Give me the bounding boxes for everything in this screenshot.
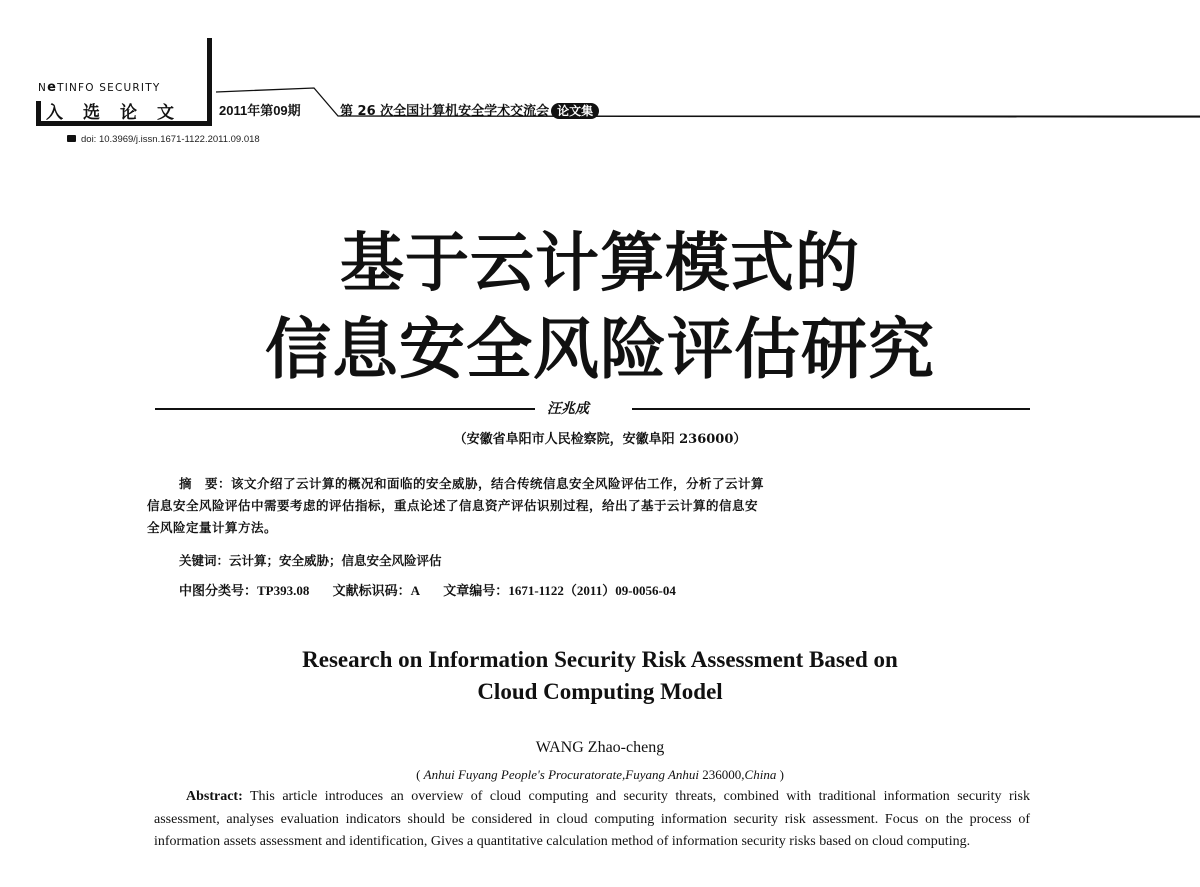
doi: doi: 10.3969/j.issn.1671-1122.2011.09.018 (67, 134, 260, 145)
square-bullet-icon (67, 135, 76, 142)
section-label: 入选论文 (46, 103, 194, 123)
header-vertical-bar (207, 38, 212, 126)
rule-left (155, 408, 535, 410)
author-cn: 汪兆成 (547, 401, 589, 417)
abstract-cn-label: 摘 要： (179, 476, 232, 491)
doc-code: A (410, 583, 421, 598)
affiliation-en: ( Anhui Fuyang People's Procuratorate,Fuyang Anhui 236000,China ) (416, 767, 784, 782)
classification: 中图分类号：TP393.08 文献标识码：A 文章编号：1671-1122（2011）09-0056-04 (179, 583, 676, 599)
abstract-en-label: Abstract: (186, 789, 243, 804)
abstract-en: Abstract: This article introduces an overview of cloud computing and security threats, combined with traditional information security risk assessment, analyses evaluation indicators should be considered in cloud computing information security risk assessment. Focus on the process of information assets assessment and identification, Gives a quantitative calculation method of information security risks based on cloud computing. (154, 789, 1030, 849)
author-en: WANG Zhao-cheng (535, 739, 665, 756)
header-left-bar (36, 101, 41, 123)
title-cn-line1: 基于云计算模式的 (340, 226, 860, 301)
rule-right (632, 408, 1030, 410)
article-number: 1671-1122（2011）09-0056-04 (508, 583, 676, 598)
issue-label: 2011年第09期 (219, 103, 301, 118)
abstract-cn: 摘 要：该文介绍了云计算的概况和面临的安全威胁，结合传统信息安全风险评估工作，分析了云计算 信息安全风险评估中需要考虑的评估指标，重点论述了信息资产评估识别过程，给出了基于云计算的信息安 全风险定量计算方法。 (147, 476, 765, 535)
conference-badge: 论文集 (551, 103, 599, 119)
journal-brand: NeTINFO SECURITY (38, 80, 161, 95)
author-row (155, 398, 1030, 418)
keywords: 关键词：云计算；安全威胁；信息安全风险评估 (179, 553, 442, 568)
title-en: Research on Information Security Risk Assessment Based on Cloud Computing Model (302, 647, 898, 704)
affiliation-cn: （安徽省阜阳市人民检察院，安徽阜阳 236000） (453, 432, 747, 447)
title-cn-line2: 信息安全风险评估研究 (265, 310, 935, 388)
clc-number: TP393.08 (257, 583, 310, 598)
conference-label: 第 26 次全国计算机安全学术交流会 论文集 (340, 100, 599, 119)
